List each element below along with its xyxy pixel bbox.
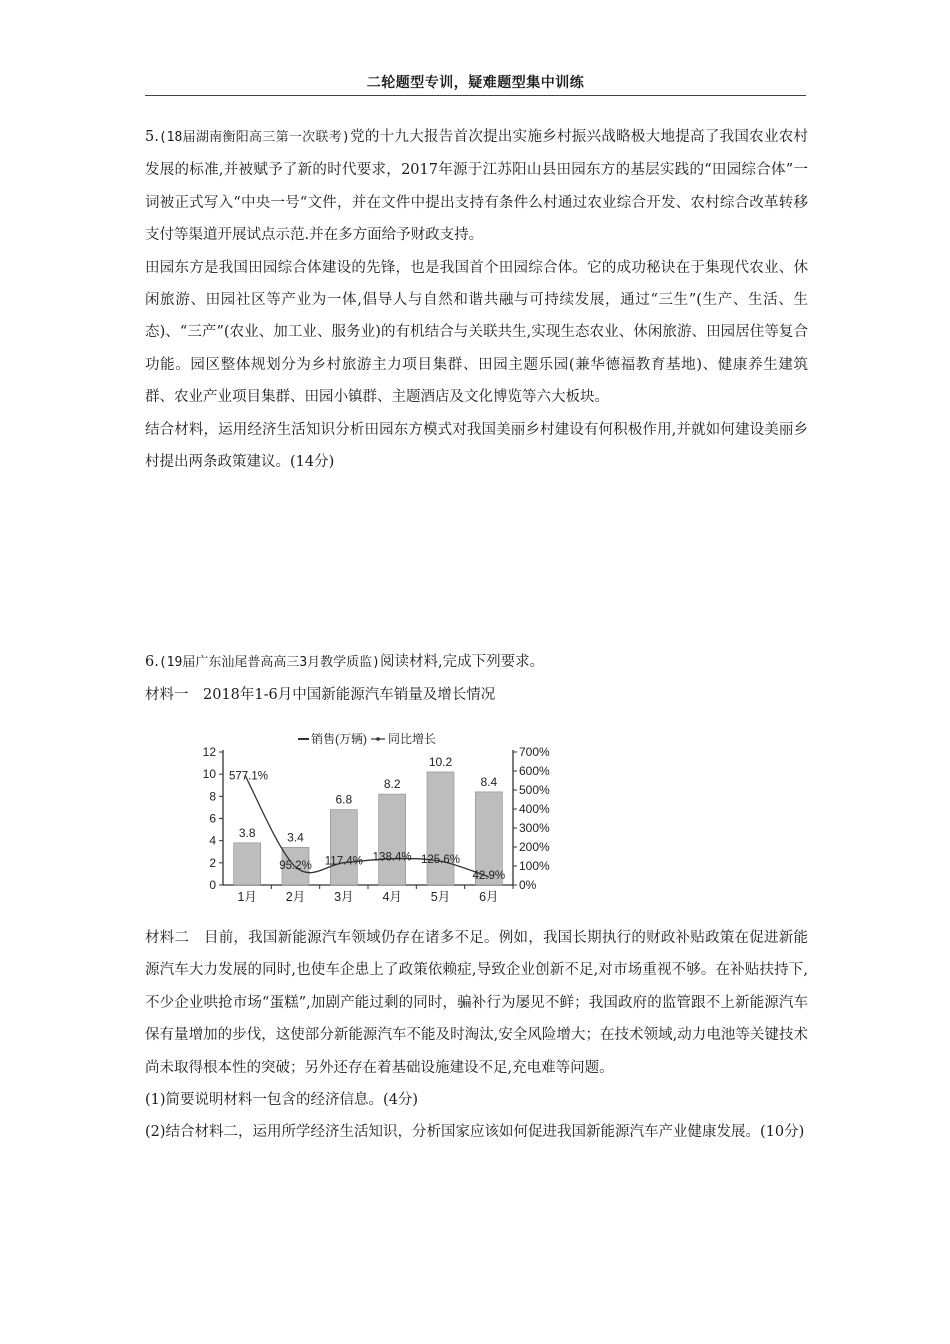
bar-label-5: 10.2 xyxy=(428,754,453,769)
q5-text: 党的十九大报告首次提出实施乡村振兴战略极大地提高了我国农业农村发展的标准,并被赋予了新的时代要求，2017年源于江苏阳山县田园东方的基层实践的“田园综合体”一词被正式写入“中央一号“文件，并在文件中提出支持有条件么村通过农业综合开发、农村综合改革转移支付等渠道开展试点示范.并在多方面给予财政支持。 xyxy=(145,129,809,244)
x-label-3: 3月 xyxy=(334,890,354,904)
q6-source: (19届广东汕尾普高高三3月教学质监) xyxy=(158,655,380,670)
q5-number: 5. xyxy=(145,129,159,145)
left-tick-label: 10 xyxy=(202,767,216,782)
growth-label-5: 125.6% xyxy=(420,854,461,867)
left-tick-label: 0 xyxy=(209,878,216,892)
chart-legend xyxy=(298,731,436,746)
left-tick-label: 4 xyxy=(209,833,216,848)
question-6-1: (1)简要说明材料一包含的经济信息。(4分) xyxy=(145,1092,419,1109)
x-label-5: 5月 xyxy=(430,890,451,904)
chart-x-labels xyxy=(237,885,513,904)
legend-growth: 同比增长 xyxy=(388,732,437,746)
material1-title: 材料一 2018年1-6月中国新能源汽车销量及增长情况 xyxy=(145,687,496,704)
right-tick-label: 700% xyxy=(519,745,550,759)
bar-4 xyxy=(379,794,406,885)
bar-5 xyxy=(427,772,454,885)
x-label-2: 2月 xyxy=(285,890,306,904)
question-6-header xyxy=(145,646,808,712)
header-title: 二轮题型专训，疑难题型集中训练 xyxy=(366,75,585,91)
legend-line-marker xyxy=(376,737,380,741)
legend-sales: 销售(万辆) xyxy=(311,732,367,746)
chart-bars xyxy=(234,772,503,885)
left-tick-label: 12 xyxy=(202,745,216,759)
bar-label-3: 6.8 xyxy=(335,792,353,807)
sales-chart xyxy=(195,722,580,912)
right-tick-label: 0% xyxy=(519,878,537,892)
question-6-body xyxy=(145,922,808,1149)
bar-label-2: 3.4 xyxy=(287,830,304,845)
right-tick-label: 600% xyxy=(519,764,550,778)
question-5 xyxy=(145,121,808,478)
bar-3 xyxy=(330,810,357,885)
chart-growth-labels xyxy=(229,770,505,881)
q6-intro: 阅读材料,完成下列要求。 xyxy=(379,654,545,670)
x-label-6: 6月 xyxy=(479,890,499,904)
q5-source: (18届湖南衡阳高三第一次联考) xyxy=(158,130,350,145)
x-label-1: 1月 xyxy=(237,890,257,904)
material2: 材料二 目前，我国新能源汽车领域仍存在诸多不足。例如，我国长期执行的财政补贴政策在促进新能源汽车大力发展的同时,也使车企患上了政策依赖症,导致企业创新不足,对市场重视不够。在补贴扶持下,不少企业哄抢市场“蛋糕”,加剧产能过剩的同时，骗补行为屡见不鲜；我国政府的监管跟不上新能源汽车保有量增加的步伐，这使部分新能源汽车不能及时淘汰,安全风险增大；在技术领域,动力电池等关键技术尚未取得根本性的突破；另外还存在着基础设施建设不足,充电难等问题。 xyxy=(145,930,808,1076)
bar-label-4: 8.2 xyxy=(383,777,401,792)
page-header xyxy=(145,72,806,96)
q6-number: 6. xyxy=(145,654,159,670)
right-tick-label: 400% xyxy=(519,802,550,816)
growth-label-1: 577.1% xyxy=(229,770,269,783)
growth-label-3: 117.4% xyxy=(324,855,363,868)
q6-line1 xyxy=(145,646,808,679)
q5-para1 xyxy=(145,121,808,252)
left-tick-label: 2 xyxy=(209,855,216,870)
bar-label-1: 3.8 xyxy=(238,825,256,840)
right-tick-label: 500% xyxy=(519,783,550,797)
right-tick-label: 200% xyxy=(519,840,550,854)
growth-label-6: 42.9% xyxy=(472,869,506,882)
q5-para3: 结合材料，运用经济生活知识分析田园东方模式对我国美丽乡村建设有何积极作用,并就如何建设美丽乡村提出两条政策建议。(14分) xyxy=(145,421,808,471)
right-tick-label: 300% xyxy=(519,821,550,835)
bar-label-6: 8.4 xyxy=(480,774,498,789)
left-tick-label: 6 xyxy=(209,811,216,826)
x-label-4: 4月 xyxy=(382,890,402,904)
right-tick-label: 100% xyxy=(519,859,550,873)
bar-1 xyxy=(234,843,261,885)
q5-para2: 田园东方是我国田园综合体建设的先锋，也是我国首个田园综合体。它的成功秘诀在于集现代农业、休闲旅游、田园社区等产业为一体,倡导人与自然和谐共融与可持续发展，通过“三生”(生产、生活、生态)、“三产”(农业、加工业、服务业)的有机结合与关联共生,实现生态农业、休闲旅游、田园居住等复合功能。园区整体规划分为乡村旅游主力项目集群、田园主题乐园(兼华德福教育基地)、健康养生建筑群、农业产业项目集群、田园小镇群、主题酒店及文化博览等六大板块。 xyxy=(145,259,808,406)
question-6-2: (2)结合材料二，运用所学经济生活知识，分析国家应该如何促进我国新能源汽车产业健康发展。(10分) xyxy=(145,1124,805,1141)
growth-label-2: 95.2% xyxy=(279,859,312,872)
growth-label-4: 138.4% xyxy=(372,851,412,864)
chart-bar-labels xyxy=(239,755,498,844)
left-tick-label: 8 xyxy=(209,789,216,804)
